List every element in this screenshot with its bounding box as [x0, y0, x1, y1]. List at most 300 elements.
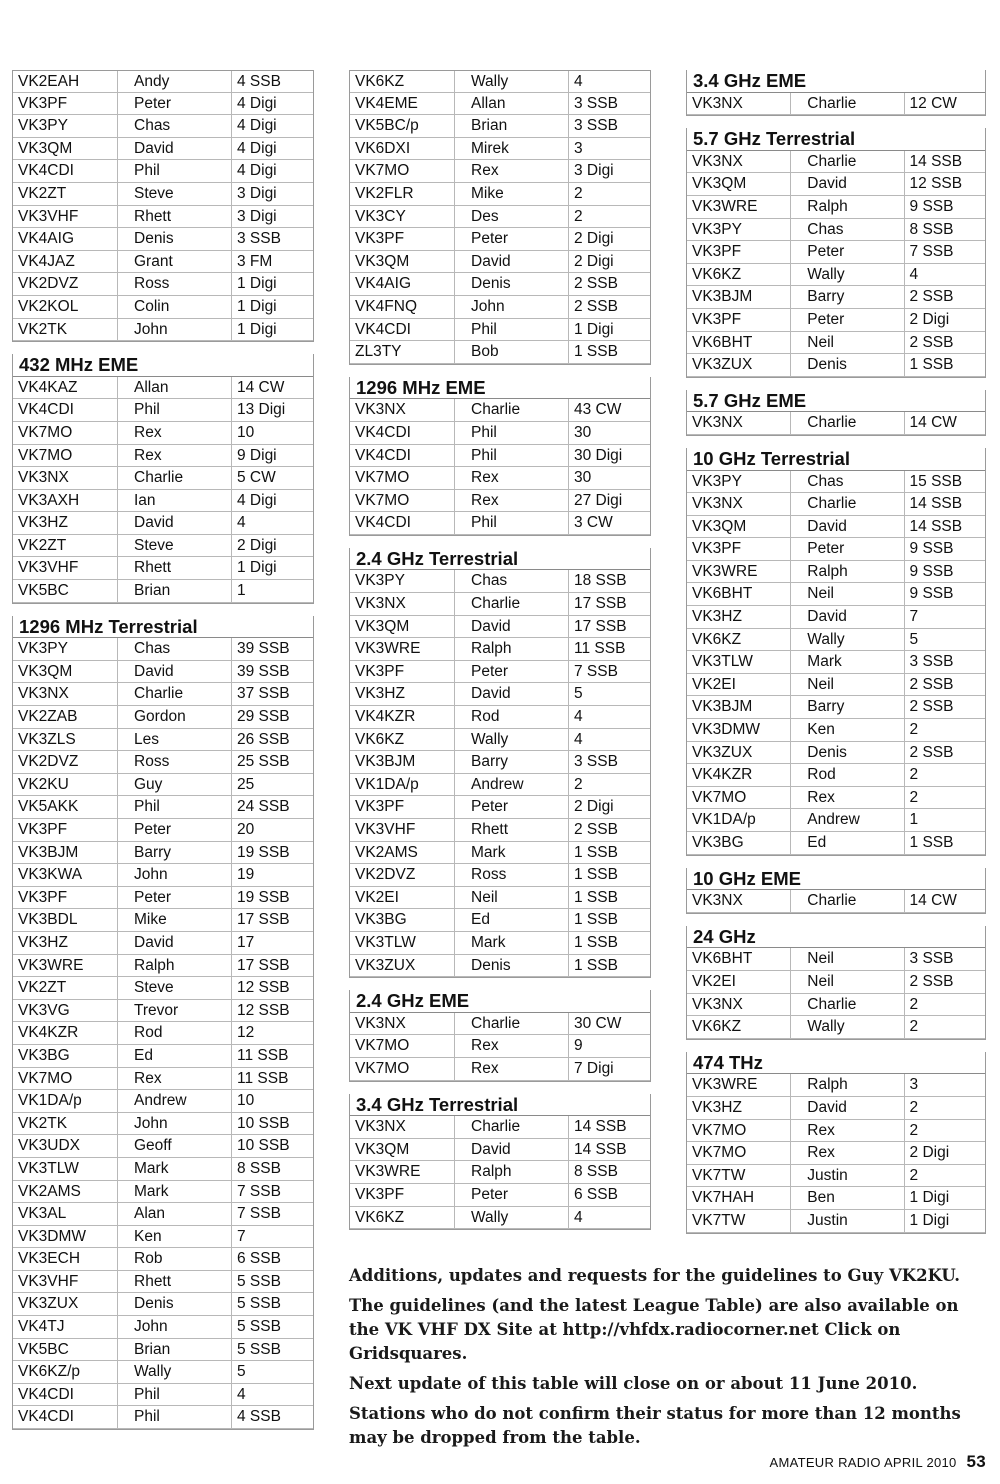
- table-row: [350, 616, 650, 639]
- table-row: [350, 251, 650, 274]
- score-cell: 11 SSB: [237, 1069, 289, 1087]
- table-row: [13, 160, 313, 183]
- callsign-cell: VK3QM: [350, 616, 455, 638]
- operator-name-cell: Ralph: [455, 638, 569, 660]
- operator-name-cell: Denis: [791, 354, 904, 376]
- score-cell: 3 SSB: [909, 950, 954, 968]
- operator-name-cell: Ken: [791, 719, 904, 741]
- table-row: [13, 1406, 313, 1429]
- score-cell: 1: [909, 811, 919, 829]
- score-cell: 2 SSB: [909, 972, 954, 990]
- band-table: [349, 70, 651, 365]
- operator-name-cell: Wally: [791, 264, 904, 286]
- table-row: [13, 490, 313, 513]
- score-cell: 5 CW: [237, 469, 276, 487]
- score-cell: 4: [237, 1385, 246, 1403]
- operator-name-cell: Rex: [791, 787, 904, 809]
- score-cell: 1 SSB: [574, 956, 618, 974]
- operator-name-cell: Wally: [455, 729, 569, 751]
- callsign-cell: VK3UDX: [13, 1135, 118, 1157]
- table-row: [13, 1113, 313, 1136]
- score-cell: 7 SSB: [909, 243, 954, 261]
- operator-name-cell: Justin: [791, 1210, 904, 1232]
- operator-name-cell: Phil: [118, 160, 232, 182]
- table-row: [350, 341, 650, 364]
- score-cell: 24 SSB: [237, 798, 290, 816]
- table-row: [13, 296, 313, 319]
- callsign-cell: VK4CDI: [13, 160, 118, 182]
- table-row: [687, 719, 985, 742]
- operator-name-cell: Peter: [791, 538, 904, 560]
- table-row: [13, 319, 313, 342]
- table-row: [350, 70, 650, 93]
- score-cell: 3: [909, 1076, 919, 1094]
- operator-name-cell: Allan: [118, 377, 232, 399]
- operator-name-cell: Chas: [118, 115, 232, 137]
- callsign-cell: VK5BC/p: [350, 115, 455, 137]
- callsign-cell: VK3NX: [687, 412, 791, 434]
- table-row: [350, 1139, 650, 1162]
- score-cell: 4 Digi: [237, 117, 277, 135]
- score-cell: 14 SSB: [909, 152, 963, 170]
- table-row: [687, 809, 985, 832]
- table-row: [687, 173, 985, 196]
- score-cell: 1 SSB: [909, 356, 954, 374]
- callsign-cell: VK3ZUX: [350, 955, 455, 977]
- callsign-cell: VK3DMW: [13, 1226, 118, 1248]
- table-row: [13, 580, 313, 603]
- table-row: [687, 561, 985, 584]
- callsign-cell: VK4CDI: [350, 512, 455, 534]
- table-row: [350, 864, 650, 887]
- score-cell: 8 SSB: [909, 220, 954, 238]
- callsign-cell: VK7MO: [13, 1068, 118, 1090]
- operator-name-cell: Andrew: [118, 1090, 232, 1112]
- band-table: [686, 128, 986, 378]
- score-cell: 1 Digi: [237, 559, 277, 577]
- operator-name-cell: Ed: [118, 1045, 232, 1067]
- operator-name-cell: Peter: [455, 1184, 569, 1206]
- score-cell: 5 SSB: [237, 1340, 281, 1358]
- table-row: [350, 422, 650, 445]
- callsign-cell: VK3PY: [687, 471, 791, 493]
- callsign-cell: VK4FNQ: [350, 296, 455, 318]
- table-row: [350, 706, 650, 729]
- callsign-cell: VK3TLW: [13, 1158, 118, 1180]
- table-row: [13, 93, 313, 116]
- table-row: [13, 183, 313, 206]
- score-cell: 13 Digi: [237, 401, 286, 419]
- callsign-cell: VK3WRE: [350, 1161, 455, 1183]
- table-row: [13, 115, 313, 138]
- operator-name-cell: David: [455, 616, 569, 638]
- callsign-cell: VK4EME: [350, 93, 455, 115]
- callsign-cell: VK3ZUX: [13, 1293, 118, 1315]
- table-row: [13, 1361, 313, 1384]
- score-cell: 1 Digi: [237, 275, 277, 293]
- band-title: 474 THz: [687, 1052, 985, 1075]
- section-gap: [686, 116, 986, 128]
- band-title: 2.4 GHz Terrestrial: [350, 548, 650, 571]
- table-row: [13, 512, 313, 535]
- table-row: [13, 796, 313, 819]
- callsign-cell: VK3TLW: [350, 932, 455, 954]
- table-row: [13, 1248, 313, 1271]
- callsign-cell: VK4AIG: [350, 273, 455, 295]
- operator-name-cell: Ross: [118, 751, 232, 773]
- table-row: [687, 948, 985, 971]
- table-row: [350, 228, 650, 251]
- score-cell: 2 Digi: [574, 798, 614, 816]
- score-cell: 5 SSB: [237, 1318, 281, 1336]
- table-row: [13, 1000, 313, 1023]
- operator-name-cell: Peter: [455, 661, 569, 683]
- table-row: [687, 787, 985, 810]
- callsign-cell: VK3ZUX: [687, 354, 791, 376]
- operator-name-cell: Phil: [118, 796, 232, 818]
- score-cell: 14 SSB: [909, 495, 963, 513]
- score-cell: 2: [909, 788, 919, 806]
- operator-name-cell: Neil: [791, 674, 904, 696]
- operator-name-cell: Peter: [118, 93, 232, 115]
- table-row: [687, 1187, 985, 1210]
- note-additions: Additions, updates and requests for the guidelines to Guy VK2KU.: [349, 1266, 960, 1285]
- callsign-cell: VK5AKK: [13, 796, 118, 818]
- operator-name-cell: Brian: [455, 115, 569, 137]
- callsign-cell: VK3PY: [350, 570, 455, 592]
- callsign-cell: VK3HZ: [687, 1097, 791, 1119]
- section-gap: [686, 914, 986, 926]
- score-cell: 8 SSB: [574, 1163, 618, 1181]
- operator-name-cell: John: [118, 864, 232, 886]
- operator-name-cell: Denis: [791, 742, 904, 764]
- operator-name-cell: Steve: [118, 183, 232, 205]
- operator-name-cell: Rhett: [118, 557, 232, 579]
- table-row: [687, 93, 985, 116]
- table-row: [687, 493, 985, 516]
- callsign-cell: VK4CDI: [350, 445, 455, 467]
- operator-name-cell: David: [455, 683, 569, 705]
- score-cell: 6 SSB: [574, 1185, 618, 1203]
- score-cell: 2 SSB: [574, 821, 618, 838]
- callsign-cell: VK3DMW: [687, 719, 791, 741]
- band-table: [686, 1052, 986, 1234]
- operator-name-cell: Charlie: [791, 994, 904, 1016]
- callsign-cell: VK2DVZ: [13, 273, 118, 295]
- score-cell: 2 SSB: [909, 333, 954, 351]
- score-cell: 3 Digi: [574, 162, 614, 180]
- operator-name-cell: Barry: [791, 286, 904, 308]
- callsign-cell: VK2AMS: [13, 1181, 118, 1203]
- operator-name-cell: David: [791, 1097, 904, 1119]
- table-row: [687, 1016, 985, 1039]
- operator-name-cell: Ralph: [791, 196, 904, 218]
- callsign-cell: VK7MO: [687, 787, 791, 809]
- score-cell: 3 FM: [237, 252, 273, 270]
- table-row: [687, 354, 985, 377]
- table-row: [13, 535, 313, 558]
- callsign-cell: VK7MO: [350, 1058, 455, 1080]
- score-cell: 2 Digi: [909, 1144, 950, 1162]
- operator-name-cell: Gordon: [118, 706, 232, 728]
- callsign-cell: VK3WRE: [687, 561, 791, 583]
- operator-name-cell: Neil: [791, 583, 904, 605]
- table-row: [13, 932, 313, 955]
- operator-name-cell: Charlie: [791, 890, 904, 912]
- score-cell: 2 SSB: [909, 288, 954, 306]
- table-row: [687, 764, 985, 787]
- operator-name-cell: Denis: [118, 1293, 232, 1315]
- operator-name-cell: Rex: [791, 1120, 904, 1142]
- section-gap: [12, 604, 314, 616]
- operator-name-cell: Guy: [118, 774, 232, 796]
- score-cell: 9 Digi: [237, 446, 277, 464]
- score-cell: 12 SSB: [909, 175, 963, 193]
- score-cell: 2 SSB: [909, 698, 954, 716]
- operator-name-cell: Les: [118, 729, 232, 751]
- score-cell: 2: [909, 721, 919, 739]
- table-row: [13, 251, 313, 274]
- score-cell: 25 SSB: [237, 753, 290, 771]
- operator-name-cell: Ben: [791, 1187, 904, 1209]
- table-row: [13, 1045, 313, 1068]
- operator-name-cell: Rod: [118, 1022, 232, 1044]
- table-row: [687, 196, 985, 219]
- band-table: [349, 990, 651, 1081]
- score-cell: 4 SSB: [237, 1408, 281, 1426]
- callsign-cell: VK3PF: [350, 796, 455, 818]
- operator-name-cell: John: [455, 296, 569, 318]
- table-row: [350, 570, 650, 593]
- operator-name-cell: Charlie: [118, 467, 232, 489]
- table-row: [13, 1293, 313, 1316]
- table-row: [687, 971, 985, 994]
- callsign-cell: VK3NX: [350, 593, 455, 615]
- operator-name-cell: Alan: [118, 1203, 232, 1225]
- operator-name-cell: Rex: [455, 160, 569, 182]
- callsign-cell: VK3BDL: [13, 909, 118, 931]
- callsign-cell: VK6KZ: [350, 71, 455, 92]
- operator-name-cell: Rob: [118, 1248, 232, 1270]
- table-row: [687, 606, 985, 629]
- callsign-cell: VK3PF: [13, 819, 118, 841]
- table-row: [13, 1226, 313, 1249]
- operator-name-cell: Rod: [791, 764, 904, 786]
- table-row: [350, 445, 650, 468]
- table-row: [13, 273, 313, 296]
- table-row: [13, 557, 313, 580]
- table-row: [13, 1135, 313, 1158]
- operator-name-cell: Rex: [118, 1068, 232, 1090]
- operator-name-cell: Phil: [455, 512, 569, 534]
- operator-name-cell: Rex: [455, 1058, 569, 1080]
- score-cell: 3 Digi: [237, 207, 277, 225]
- table-row: [350, 273, 650, 296]
- operator-name-cell: Ralph: [791, 561, 904, 583]
- operator-name-cell: Denis: [455, 955, 569, 977]
- band-table: [686, 926, 986, 1040]
- callsign-cell: VK2KU: [13, 774, 118, 796]
- callsign-cell: VK3NX: [687, 151, 791, 173]
- score-cell: 3 SSB: [574, 94, 618, 112]
- callsign-cell: VK6KZ: [687, 629, 791, 651]
- score-cell: 5 SSB: [237, 1272, 281, 1290]
- callsign-cell: VK3WRE: [350, 638, 455, 660]
- score-cell: 2: [909, 995, 919, 1013]
- operator-name-cell: Phil: [118, 1406, 232, 1428]
- callsign-cell: VK4KZR: [350, 706, 455, 728]
- score-cell: 2: [909, 766, 919, 784]
- operator-name-cell: Rex: [455, 490, 569, 512]
- band-title: 3.4 GHz EME: [687, 70, 985, 93]
- table-row: [13, 70, 313, 93]
- operator-name-cell: Peter: [791, 241, 904, 263]
- callsign-cell: VK3NX: [350, 399, 455, 421]
- callsign-cell: VK3WRE: [687, 1074, 791, 1096]
- callsign-cell: VK3CY: [350, 206, 455, 228]
- operator-name-cell: Wally: [118, 1361, 232, 1383]
- band-table: [686, 70, 986, 116]
- section-gap: [686, 378, 986, 390]
- score-cell: 1 SSB: [574, 911, 618, 929]
- callsign-cell: VK7MO: [687, 1142, 791, 1164]
- score-cell: 3 CW: [574, 514, 613, 532]
- table-row: [350, 93, 650, 116]
- callsign-cell: VK3VHF: [350, 819, 455, 841]
- callsign-cell: VK5BC: [13, 1339, 118, 1361]
- table-row: [687, 516, 985, 539]
- notes: [349, 1264, 989, 1456]
- operator-name-cell: Rex: [791, 1142, 904, 1164]
- score-cell: 19 SSB: [237, 888, 290, 906]
- callsign-cell: VK3PF: [687, 309, 791, 331]
- score-cell: 10 SSB: [237, 1137, 290, 1155]
- callsign-cell: VK2ZT: [13, 183, 118, 205]
- callsign-cell: VK1DA/p: [13, 1090, 118, 1112]
- table-row: [687, 471, 985, 494]
- table-row: [687, 332, 985, 355]
- operator-name-cell: Rhett: [118, 1271, 232, 1293]
- score-cell: 17: [237, 933, 255, 951]
- callsign-cell: VK3QM: [13, 661, 118, 683]
- operator-name-cell: Rod: [455, 706, 569, 728]
- score-cell: 14 SSB: [909, 517, 963, 535]
- callsign-cell: VK5BC: [13, 580, 118, 602]
- band-title: 2.4 GHz EME: [350, 990, 650, 1013]
- callsign-cell: VK6KZ: [350, 729, 455, 751]
- band-table: [349, 548, 651, 978]
- callsign-cell: VK1DA/p: [687, 809, 791, 831]
- operator-name-cell: Allan: [455, 93, 569, 115]
- callsign-cell: VK3PF: [687, 538, 791, 560]
- operator-name-cell: Charlie: [791, 93, 904, 115]
- score-cell: 10: [237, 1092, 255, 1110]
- callsign-cell: VK4CDI: [350, 319, 455, 341]
- score-cell: 10 SSB: [237, 1114, 290, 1132]
- score-cell: 8 SSB: [237, 1159, 281, 1177]
- score-cell: 4 Digi: [237, 139, 277, 157]
- score-cell: 9 SSB: [909, 562, 954, 580]
- score-cell: 3: [574, 139, 583, 157]
- callsign-cell: VK3HZ: [13, 512, 118, 534]
- operator-name-cell: Wally: [455, 1207, 569, 1229]
- operator-name-cell: Wally: [791, 629, 904, 651]
- page-footer: [769, 1452, 986, 1472]
- callsign-cell: VK3NX: [350, 1013, 455, 1035]
- callsign-cell: VK6KZ/p: [13, 1361, 118, 1383]
- score-cell: 1 SSB: [574, 843, 618, 861]
- callsign-cell: VK3VHF: [13, 1271, 118, 1293]
- operator-name-cell: Bob: [455, 341, 569, 363]
- callsign-cell: VK3QM: [687, 516, 791, 538]
- table-row: [687, 151, 985, 174]
- table-row: [350, 1207, 650, 1230]
- operator-name-cell: David: [791, 516, 904, 538]
- section-gap: [12, 342, 314, 354]
- operator-name-cell: John: [118, 1316, 232, 1338]
- score-cell: 2: [574, 207, 583, 225]
- table-row: [687, 1142, 985, 1165]
- band-table: [12, 354, 314, 604]
- table-row: [350, 512, 650, 535]
- operator-name-cell: Chas: [791, 471, 904, 493]
- callsign-cell: VK6BHT: [687, 583, 791, 605]
- note-next-update: Next update of this table will close on or about 11 June 2010.: [349, 1374, 918, 1393]
- callsign-cell: VK3QM: [350, 251, 455, 273]
- callsign-cell: VK2EI: [687, 674, 791, 696]
- operator-name-cell: Rhett: [118, 206, 232, 228]
- table-row: [13, 1068, 313, 1091]
- callsign-cell: VK3NX: [350, 1116, 455, 1138]
- score-cell: 9 SSB: [909, 540, 954, 558]
- score-cell: 2: [909, 1166, 919, 1184]
- operator-name-cell: Phil: [455, 422, 569, 444]
- band-table: [12, 70, 314, 342]
- operator-name-cell: Neil: [791, 948, 904, 970]
- callsign-cell: VK3AXH: [13, 490, 118, 512]
- table-row: [13, 977, 313, 1000]
- callsign-cell: VK4JAZ: [13, 251, 118, 273]
- score-cell: 4 Digi: [237, 94, 277, 112]
- callsign-cell: VK7MO: [687, 1120, 791, 1142]
- table-row: [13, 909, 313, 932]
- callsign-cell: VK3PF: [350, 228, 455, 250]
- note-status: Stations who do not confirm their status for more than 12 months may be dropped from the table.: [349, 1404, 961, 1447]
- table-row: [687, 742, 985, 765]
- operator-name-cell: Brian: [118, 580, 232, 602]
- operator-name-cell: David: [455, 251, 569, 273]
- callsign-cell: VK3AL: [13, 1203, 118, 1225]
- score-cell: 1 Digi: [909, 1211, 950, 1229]
- table-row: [687, 286, 985, 309]
- callsign-cell: VK2ZAB: [13, 706, 118, 728]
- band-title: 5.7 GHz EME: [687, 390, 985, 413]
- table-row: [13, 1181, 313, 1204]
- score-cell: 10: [237, 423, 255, 441]
- table-row: [13, 819, 313, 842]
- score-cell: 30 CW: [574, 1014, 622, 1032]
- operator-name-cell: Steve: [118, 977, 232, 999]
- table-row: [350, 887, 650, 910]
- operator-name-cell: David: [791, 606, 904, 628]
- table-row: [13, 1090, 313, 1113]
- callsign-cell: VK3BG: [687, 832, 791, 854]
- table-row: [13, 138, 313, 161]
- score-cell: 19: [237, 866, 255, 884]
- table-row: [350, 1161, 650, 1184]
- score-cell: 7 SSB: [237, 1205, 281, 1223]
- callsign-cell: VK7TW: [687, 1165, 791, 1187]
